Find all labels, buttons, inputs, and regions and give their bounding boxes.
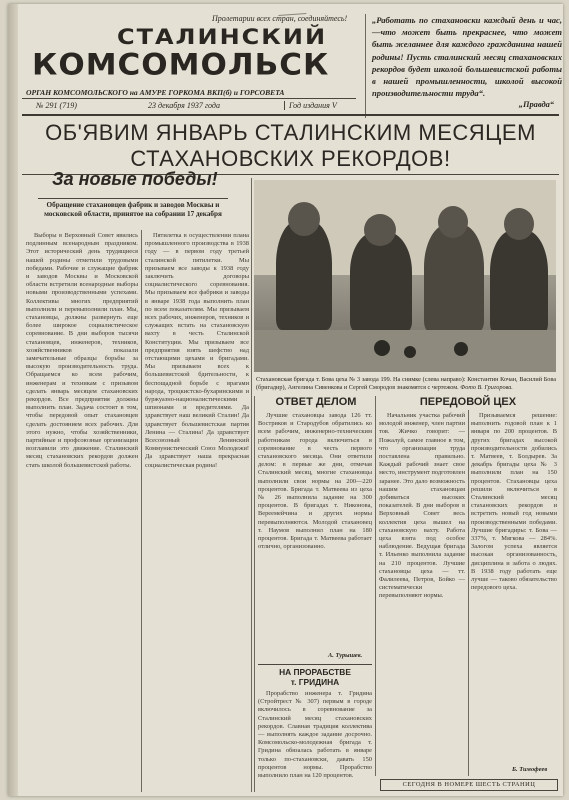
photo-figure-head xyxy=(504,208,534,240)
main-headline xyxy=(22,120,559,172)
newspaper-page xyxy=(8,4,563,796)
peredovoy-column-2-text: Призываемся решение: выполнить годовой план к 1 января по 200 процентов. В других бригадах высокой производительности добились т. Матвеев, т. Болдырев. За декабрь бригады цеха № 3 выполнили план на 150 процентов. Стахановцы цеха решили включиться в Сталинский месяц стахановских рекордов и встретить новый год новыми производственными победами. Лучшие бригадиры: т. Бова — 337%, т. Мягкова — 284%. Залогом успеха является высокая организованность, дисциплина и забота о людях. В 1938 году работать еще лучше — таково обязательство передового цеха. xyxy=(471,412,557,592)
photo-figure xyxy=(490,230,548,334)
column-divider xyxy=(251,178,252,792)
lead-column-1-text: Выборы в Верховный Совет явились подлинным всенародным праздником. Этот исторический день трудящиеся нашей родины отметили трудовыми победами. Рабочие и служащие фабрик и заводов Москвы и Московской области встретили всенародные выборы новыми производственными успехами. Коллективы многих предприятий выполнили и перевыполнили план. Мы, стахановцы, должны развернуть еще более широкое социалистическое соревнование. В дни выборов тысячи стахановцев, инженеров, техников, хозяйственников показали замечательные образцы борьбы за высокую производительность труда. Обращаемся ко всем рабочим, инженерам и техникам с призывом сделать январь месяцем стахановских рекордов. Все предприятия должны выполнить план. Задача состоит в том, чтобы передовой опыт стахановцев сделать достоянием всех рабочих. Для этого нужно, чтобы хозяйственники, партийные и профсоюзные организации возглавили это движение. Сталинский месяц стахановских рекордов должен стать школой большевистской работы. xyxy=(26,232,138,469)
binding-edge xyxy=(8,4,18,796)
otvet-byline: А. Турышев. xyxy=(328,652,363,659)
masthead-bottom-rule xyxy=(22,114,559,116)
column-divider xyxy=(254,396,255,792)
section-rule xyxy=(258,664,372,665)
masthead-rule xyxy=(22,98,356,99)
otvet-text: Лучшие стахановцы завода 126 тт. Востриков и Стародубов обратились ко всем рабочим, инженерно-техническим работникам города включиться в соревнование в честь первого стахановского месяца. Они ответили делом: в первые же дни, отмечая Сталинский месяц, многие стахановцы выполнили свои нормы на 200—220 процентов. Бригада т. Матвеева из цеха № 26 выполнила задание на 300 процентов. В бригадах т. Никонова, Вереемейчина и других нормы перевыполняются. Молодой стахановец т. Наумов выполнил план на 180 процентов. Бригада т. Матвеева работает отлично, организованно. xyxy=(258,412,372,551)
publication-year: Год издания V xyxy=(284,101,337,110)
prorabstvo-text: Прорабство инженера т. Гридина (Стройтрест № 307) первым в городе включилось в соревнование за Сталинский месяц стахановских рекордов. Славная традиция коллектива — выполнять каждое задание досрочно. Комсомольско-молодежная бригада т. Гридина обязалась работать в январе только по-стахановски, давать 150 процентов нормы. Прорабство выполнило план на 120 процентов. xyxy=(258,690,372,780)
headline-line2: СТАХАНОВСКИХ РЕКОРДОВ! xyxy=(130,146,451,171)
lead-appeal-title: Обращение стахановцев фабрик и заводов Москвы и московской области, принятое на собрании 17 декабря xyxy=(44,201,222,218)
issue-pages-note: СЕГОДНЯ В НОМЕРЕ ШЕСТЬ СТРАНИЦ xyxy=(380,779,558,791)
lead-subhead: За новые победы! xyxy=(52,169,218,189)
brigade-photo xyxy=(254,180,556,372)
photo-figure xyxy=(276,220,332,330)
masthead-title-line2: КОМСОМОЛЬСК xyxy=(32,48,330,83)
pravda-quote-source: „Правда“ xyxy=(518,100,554,110)
masthead-organ: ОРГАН КОМСОМОЛЬСКОГО на АМУРЕ ГОРКОМА ВКП(б) и ГОРСОВЕТА xyxy=(26,88,285,97)
issue-info-bar xyxy=(22,101,356,113)
issue-date: 23 декабря 1937 года xyxy=(148,101,220,110)
issue-number: № 291 (719) xyxy=(36,101,77,110)
peredovoy-column-1 xyxy=(379,412,465,776)
prorabstvo-article xyxy=(258,690,372,790)
photo-figure-head xyxy=(364,214,396,246)
photo-figure-head xyxy=(438,206,468,238)
photo-figure xyxy=(350,232,412,332)
photo-part xyxy=(404,346,416,358)
headline-line1: ОБ'ЯВИМ ЯНВАРЬ СТАЛИНСКИМ МЕСЯЦЕМ xyxy=(45,120,536,145)
otvet-title: ОТВЕТ ДЕЛОМ xyxy=(275,396,357,408)
otvet-article xyxy=(258,412,372,662)
peredovoy-column-1-text: Начальник участка рабочий молодой инженер, член партии тов. Жичко говорит: — Пожалуй, самое главное в том, что организация труда поставлена правильно. Каждый рабочий знает свое место, инструмент подготовлен заранее. Это дало возможность нашим стахановцам добиваться высоких показателей. В дни выборов в Верховный Совет весь коллектив цеха вышел на стахановскую вахту. Работа цеха взята под особое наблюдение. Ведущая бригада т. Ильенко выполнила задание на 210 процентов. Лучшие стахановцы цеха — тт. Фалилеева, Петров, Бойко — систематически перевыполняют нормы. xyxy=(379,412,465,600)
column-divider xyxy=(141,230,142,792)
photo-part xyxy=(454,342,468,356)
masthead-slogan: Пролетарии всех стран, соединяйтесь! xyxy=(212,14,348,23)
peredovoy-title: ПЕРЕДОВОЙ ЦЕХ xyxy=(419,396,517,408)
photo-caption xyxy=(256,376,556,392)
photo-credit: Фото В. Григорова. xyxy=(460,383,513,391)
peredovoy-column-2 xyxy=(471,412,557,764)
pravda-quote-text: „Работать по стахановски каждый день и час,—что может быть прекраснее, что может быть желаннее для каждого гражданина нашей родины! Пусть сталинский месяц стахановских рекордов будет школой большевистской работы в нашей промышленности, школой высокой производительности труда“. xyxy=(372,15,562,99)
photo-caption-text: Стахановская бригада т. Бова цеха № 3 завода 199. На снимке (слева направо): Константин Кочан, Василий Бова (бригадир), Ангелина Сивенкова и Сергей Смородов знакомятся с чертежом. xyxy=(256,376,556,391)
photo-figure xyxy=(424,224,484,332)
masthead-title-line1: СТАЛИНСКИЙ xyxy=(117,24,328,50)
pravda-quote-box xyxy=(365,14,562,118)
prorabstvo-title-line2: т. ГРИДИНА xyxy=(290,677,340,687)
lead-column-2 xyxy=(145,232,249,792)
photo-figure-head xyxy=(288,202,320,236)
prorabstvo-title-line1: НА ПРОРАБСТВЕ xyxy=(279,667,351,677)
column-divider xyxy=(375,396,376,776)
lead-column-2-text: Пятилетка в осуществлении плана промышленного производства в 1938 году — в первом году третьей сталинской пятилетки. Мы призываем все заводы к 1938 году заключить договоры социалистического соревнования. Мы призываем все фабрики и заводы в январе 1938 года выполнить план по всем показателям. Мы призываем всех рабочих, инженеров, техников и служащих встать на стахановскую вахту в честь Сталинской Конституции. Мы призываем все предприятия взять шефство над отстающими цехами и бригадами. Мы призываем всех к большевистской бдительности, к беспощадной борьбе с врагами народа, троцкистско-бухаринскими и буржуазно-националистическими шпионами и вредителями. Да здравствует наш великий Сталин! Да здравствует большевистская партия Ленина — Сталина! Да здравствует Всесоюзный Ленинский Коммунистический Союз Молодежи! Да здравствует наша прекрасная социалистическая родина! xyxy=(145,232,249,469)
peredovoy-byline: Б. Тимофеев xyxy=(512,766,548,773)
photo-part xyxy=(374,340,390,356)
subhead-rule xyxy=(38,198,228,199)
lead-column-1 xyxy=(26,232,138,792)
column-divider xyxy=(468,410,469,776)
